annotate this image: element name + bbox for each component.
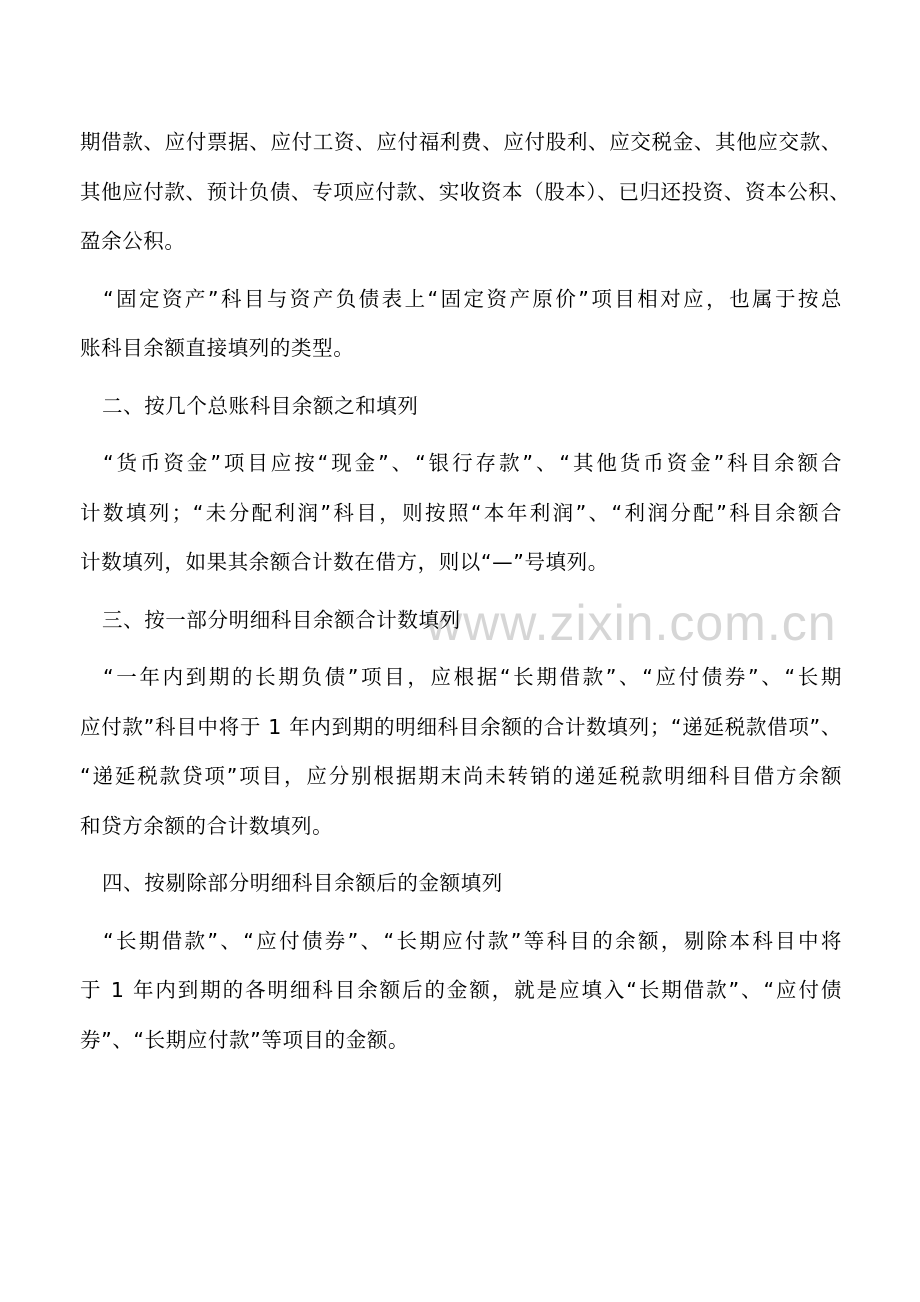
text-line: 和贷方余额的合计数填列。 <box>80 813 334 838</box>
section-heading: 二、按几个总账科目余额之和填列 <box>102 393 419 418</box>
paragraph-current-portion-long-term <box>80 653 842 851</box>
section-heading: 三、按一部分明细科目余额合计数填列 <box>102 607 461 632</box>
text-line: “递延税款贷项”项目，应分别根据期末尚未转销的递延税款明细科目借方余额 <box>80 764 842 788</box>
text-line: “固定资产”科目与资产负债表上“固定资产原价”项目相对应，也属于按总 <box>103 286 842 311</box>
section-heading-2 <box>80 382 842 432</box>
text-line: “一年内到期的长期负债”项目，应根据“长期借款”、“应付债券”、“长期 <box>103 665 842 689</box>
text-line: 账科目余额直接填列的类型。 <box>80 336 355 360</box>
text-line: 其他应付款、预计负债、专项应付款、实收资本（股本）、已归还投资、资本公积、 <box>80 179 851 204</box>
text-line: 券”、“长期应付款”等项目的金额。 <box>80 1027 410 1052</box>
paragraph-monetary-funds <box>80 439 842 588</box>
paragraph-fixed-assets <box>80 275 842 374</box>
text-line: 计数填列；“未分配利润”科目，则按照“本年利润”、“利润分配”科目余额合 <box>80 500 842 525</box>
text-line: 于 1 年内到期的各明细科目余额后的金额，就是应填入“长期借款”、“应付债 <box>80 978 842 1002</box>
watermark: www.zixin.com.cn <box>426 595 837 651</box>
section-heading-3 <box>80 596 842 646</box>
paragraph-liability-items <box>80 118 851 267</box>
text-line: “长期借款”、“应付债券”、“长期应付款”等科目的余额，剔除本科目中将 <box>103 928 842 953</box>
text-line: 计数填列，如果其余额合计数在借方，则以“—”号填列。 <box>80 550 609 574</box>
text-line: “货币资金”项目应按“现金”、“银行存款”、“其他货币资金”科目余额合 <box>103 451 842 475</box>
text-line: 期借款、应付票据、应付工资、应付福利费、应付股利、应交税金、其他应交款、 <box>80 130 842 154</box>
text-line: 应付款”科目中将于 1 年内到期的明细科目余额的合计数填列；“递延税款借项”、 <box>80 714 842 739</box>
text-line: 盈余公积。 <box>80 229 186 253</box>
section-heading-4 <box>80 859 842 909</box>
paragraph-long-term-borrowings <box>80 917 842 1066</box>
document-body <box>80 118 851 1065</box>
section-heading: 四、按剔除部分明细科目余额后的金额填列 <box>102 871 503 895</box>
